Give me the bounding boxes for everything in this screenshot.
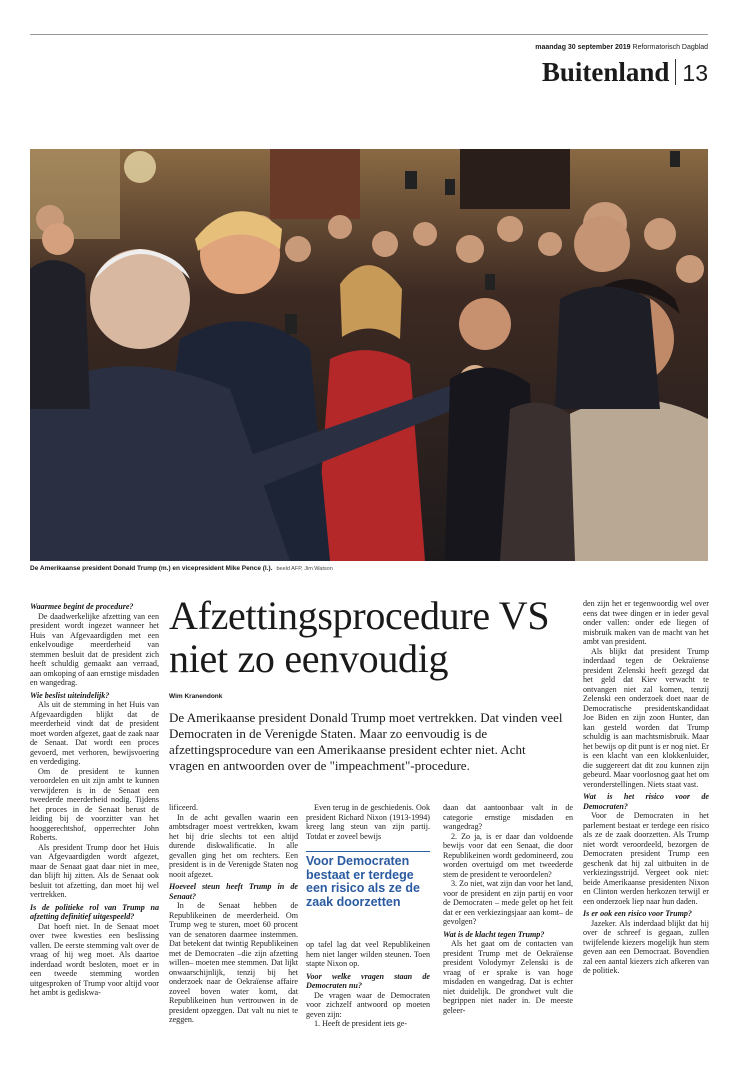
subhead-question: Wie beslist uiteindelijk? xyxy=(30,690,110,700)
article-column-4 xyxy=(443,803,573,1015)
body-paragraph-continued: lificeerd. xyxy=(169,803,198,812)
subhead-question: Is er ook een risico voor Trump? xyxy=(583,909,692,918)
section-name: Buitenland xyxy=(541,57,670,87)
body-paragraph: De daadwerkelijke afzetting van een president wordt ingezet wanneer het Huis van Afgevaardigden met een enkelvoudige meerderheid van stemmen besluit dat de president zich heeft schuldig gemaakt aan verraad, aan omkoping of aan ernstige misdaden en wangedrag. xyxy=(30,611,159,687)
article-column-3-bottom xyxy=(306,940,430,1029)
subhead-question: Wat is de klacht tegen Trump? xyxy=(443,929,545,939)
article-column-5 xyxy=(583,599,709,976)
caption-text: De Amerikaanse president Donald Trump (m.) en vicepresident Mike Pence (l.). xyxy=(30,565,273,572)
body-paragraph: In de acht gevallen waarin een ambtsdrager moest vertrekken, kwam het bij drie slechts tot een altijd durende diskwalificatie. In alle gevallen ging het om rechters. Een president is in de Verenigde Staten nog nooit afgezet. xyxy=(169,812,298,879)
news-photo xyxy=(30,149,708,561)
body-paragraph-continued: daan dat aantoonbaar valt in de categorie ernstige misdaden en wangedrag? xyxy=(443,803,573,831)
body-paragraph: 2. Zo ja, is er daar dan voldoende bewijs voor dat een Senaat, die door Republikeinen wordt gedomineerd, zou worden overtuigd om met tweederde stem de president te veroordelen? xyxy=(443,831,573,879)
subhead-question: Is de politieke rol van Trump na afzetting definitief uitgespeeld? xyxy=(30,902,159,921)
dateline xyxy=(535,44,708,51)
body-paragraph: Even terug in de geschiedenis. Ook president Richard Nixon (1913-1994) kreeg lang steun van zijn partij. Totdat er zoveel bewijs xyxy=(306,803,430,841)
body-paragraph: Als president Trump door het Huis van Afgevaardigden wordt afgezet, maar de Senaat gaat daar niet in mee, dan blijft hij zitten. Als de Senaat ook besluit tot afzetting, dan moet hij wel vertrekken. xyxy=(30,842,159,899)
photo-caption xyxy=(30,565,333,572)
crowd-photo-illustration xyxy=(30,149,708,561)
top-rule xyxy=(30,34,708,35)
newspaper-name: Reformatorisch Dagblad xyxy=(632,44,708,51)
body-paragraph-continued: op tafel lag dat veel Republikeinen hem niet langer wilden steunen. Toen stapte Nixon op. xyxy=(306,940,430,968)
lead-paragraph: De Amerikaanse president Donald Trump moet vertrekken. Dat vinden veel Democraten in de Verenigde Staten. Maar zo eenvoudig is de afzettingsprocedure van een Amerikaanse president echter niet. Acht vragen en antwoorden over de "impeachment"-procedure. xyxy=(169,710,563,773)
subhead-question: Voor welke vragen staan de Democraten nu? xyxy=(306,971,430,990)
body-paragraph: Jazeker. Als inderdaad blijkt dat hij over de schreef is gegaan, zullen twijfelende kiezers mogelijk hun stem geven aan een Democraat. Bovendien zal een aantal kiezers zich afkeren van de politiek. xyxy=(583,918,709,975)
issue-date: maandag 30 september 2019 xyxy=(535,44,631,51)
section-divider xyxy=(675,59,676,85)
headline-line-1: Afzettingsprocedure VS xyxy=(169,593,550,638)
headline xyxy=(169,594,549,680)
body-paragraph: 3. Zo niet, wat zijn dan voor het land, voor de president en zijn partij en voor de Democraten – mede gelet op het feit dat er een verkiezingsjaar aan komt– de gevolgen? xyxy=(443,879,573,926)
article-column-2 xyxy=(169,803,298,1025)
body-paragraph-continued: den zijn het er tegenwoordig wel over eens dat twee dingen er in ieder geval onder vallen: onder ede liegen of misbruik maken van de macht van het ambt van president. xyxy=(583,599,709,646)
body-paragraph: Dat hoeft niet. In de Senaat moet over twee kwesties een beslissing vallen. De eerste stemming valt over de vraag of hij weg moet. Als daartoe inderdaad wordt besloten, moet er in een tweede stemming worden uitgesproken of Trump voor altijd voor het ambt is gediskwa- xyxy=(30,921,159,997)
body-paragraph: 1. Heeft de president iets ge- xyxy=(314,1019,408,1028)
subhead-question: Wat is het risico voor de Democraten? xyxy=(583,792,709,811)
photo-credit: beeld AFP, Jim Watson xyxy=(276,566,333,572)
byline: Wim Kranendonk xyxy=(169,693,223,700)
body-paragraph: De vragen waar de Democraten voor zichzelf antwoord op moeten geven zijn: xyxy=(306,990,430,1019)
headline-line-2: niet zo eenvoudig xyxy=(169,636,449,681)
subhead-question: Hoeveel steun heeft Trump in de Senaat? xyxy=(169,882,298,901)
body-paragraph: Als uit de stemming in het Huis van Afgevaardigden blijkt dat de meerderheid vindt dat de president moet worden afgezet, gaat de zaak naar de Senaat. Dat wordt een proces gevoerd, met verhoren, bewijsvoering en verdediging. xyxy=(30,700,159,766)
page-number: 13 xyxy=(682,60,708,86)
body-paragraph: Als het gaat om de contacten van president Trump met de Oekraïense president Volodymyr Zelenski is de vraag of er sprake is van hoge misdaden en wangedrag. Dat is echter niet duidelijk. De grondwet vult die begrippen niet nader in. De meeste geleer- xyxy=(443,939,573,1015)
body-paragraph: Voor de Democraten in het parlement bestaat er terdege een risico als ze de zaak doorzetten. Als Trump niet wordt veroordeeld, bezorgen de Democraten president Trump een geschenk dat hij zal uitbuiten in de verkiezingsstrijd. Vergeet ook niet: beide Amerikaanse presidenten Nixon en Clinton werden herkozen terwijl er een onderzoek liep naar hun daden. xyxy=(583,811,709,906)
pull-quote: Voor Democraten bestaat er terdege een risico als ze de zaak doorzetten xyxy=(306,851,430,909)
subhead-question: Waarmee begint de procedure? xyxy=(30,602,134,611)
body-paragraph: Om de president te kunnen veroordelen en uit zijn ambt te kunnen verwijderen is in de Senaat een tweederde meerderheid nodig. Tijdens het proces in de Senaat berust de leiding bij de voorzitter van het hooggerechtshof, opperrechter John Roberts. xyxy=(30,766,159,842)
body-paragraph: Als blijkt dat president Trump inderdaad tegen de Oekraïense president Zelenski heeft gezegd dat het geld dat Kiev verwacht te ontvangen niet zal komen, tenzij Zelenski een onderzoek doet naar de Democratische presidentskandidaat Joe Biden en zijn zoon Hunter, dan kan gesteld worden dat Trump schuldig is aan machtsmisbruik. Maar het bewijs op dit punt is er nog niet. Er is een klacht van een klokkenluider, die suggereert dat dit zou kunnen zijn gebeurd. Maar voorlosnog gaat het om veronderstellingen. Niets staat vast. xyxy=(583,646,709,789)
section-header xyxy=(542,57,708,88)
article-column-1 xyxy=(30,599,159,998)
article-column-3-top xyxy=(306,803,430,841)
body-paragraph: In de Senaat hebben de Republikeinen de meerderheid. Om Trump weg te sturen, moet 60 procent van de senatoren daarmee instemmen. Dat betekent dat twintig Republikeinen met de Democraten –die zijn afzetting willen– moeten mee stemmen. Dat lijkt onwaarschijnlijk, tenzij bij het onderzoek naar de Oekraïense affaire zoveel boven water komt, dat Republikeinen hun vertrouwen in de president opzeggen. Dat valt nu niet te zeggen. xyxy=(169,901,298,1024)
